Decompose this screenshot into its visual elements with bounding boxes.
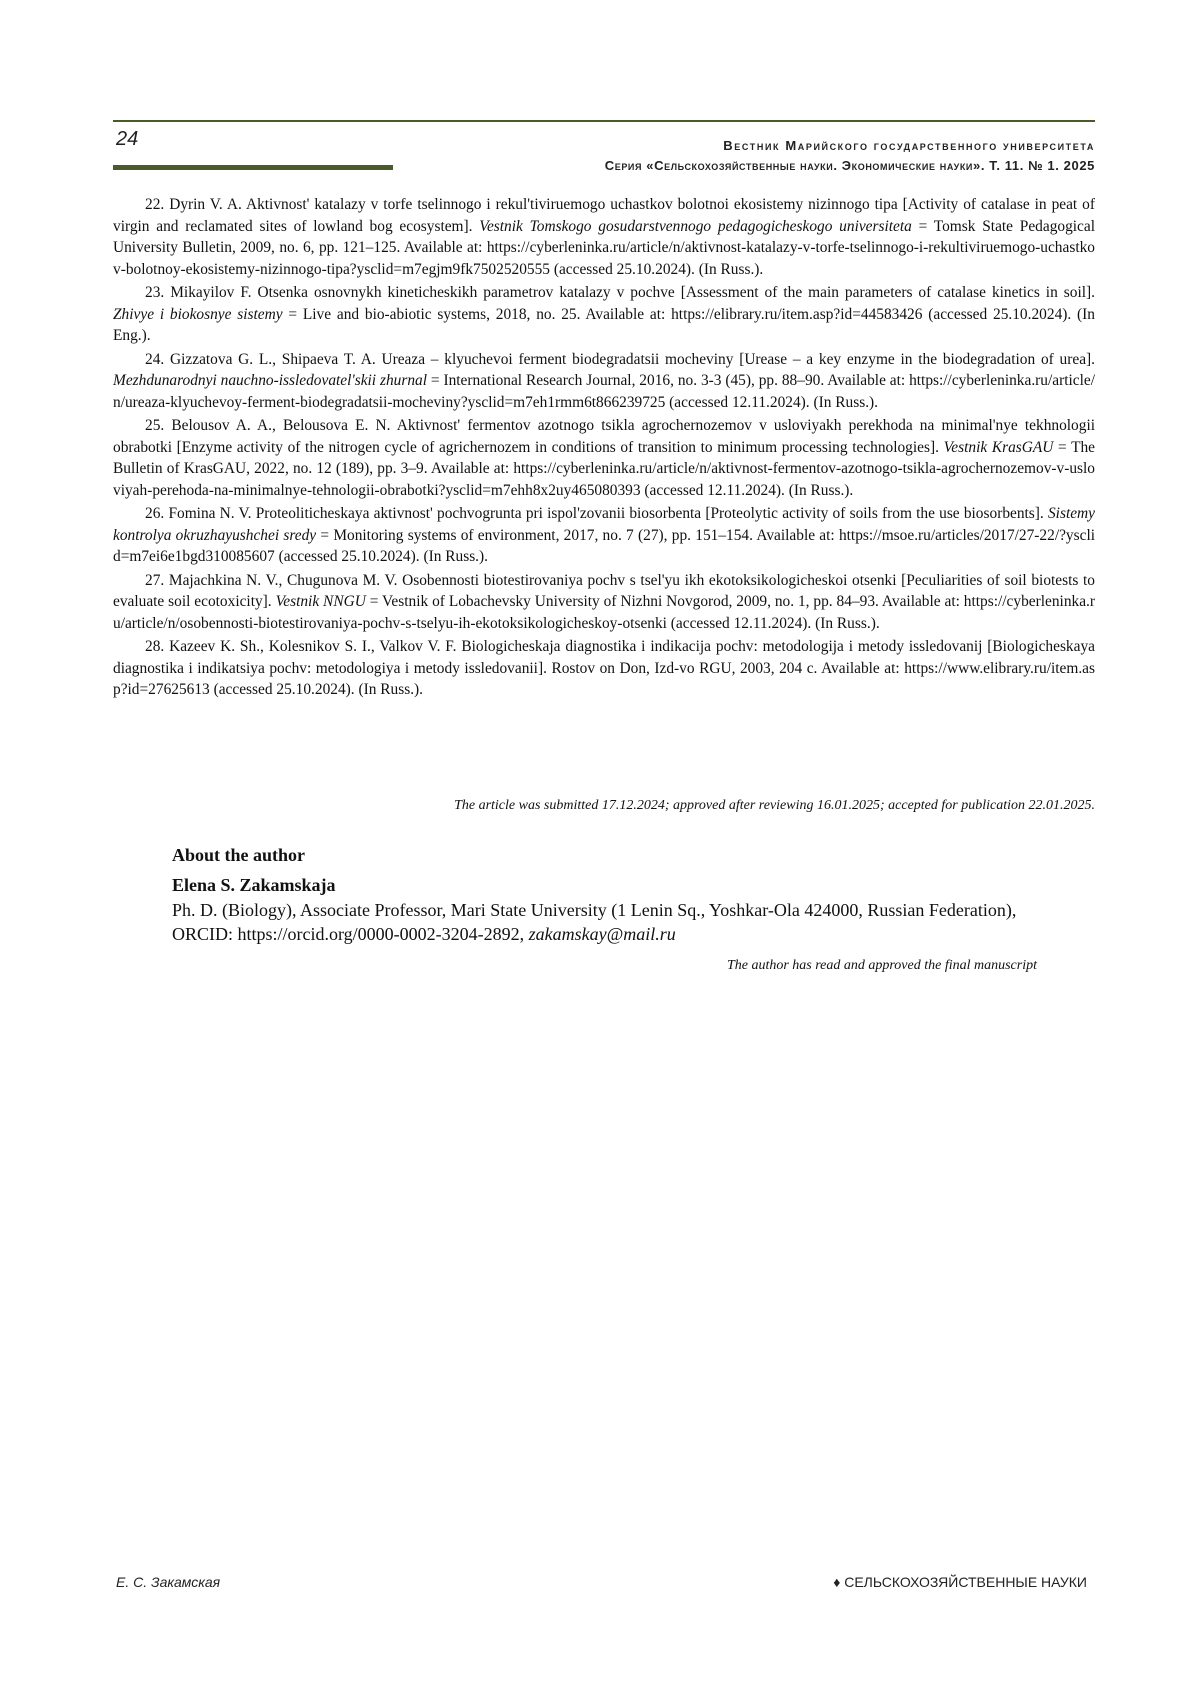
- reference-text: = Live and bio-abiotic systems, 2018, no. 25. Available at:: [282, 305, 672, 323]
- reference-text: 24. Gizzatova G. L., Shipaeva T. A. Ureaza – klyuchevoi ferment biodegradatsii mocheviny [Urease – a key enzyme in the biodegradation of urea].: [145, 350, 1095, 368]
- reference-text: (accessed 25.10.2024). (In Eng.).: [113, 305, 1095, 344]
- reference-journal: Vestnik NNGU: [275, 593, 366, 610]
- series-title: Серия «Сельскохозяйственные науки. Экономические науки». Т. 11. № 1. 2025: [604, 158, 1095, 173]
- reference-journal: Sistemy kontrolya okruzhayushchei sredy: [113, 505, 1095, 544]
- reference-journal: Vestnik Tomskogo gosudarstvennogo pedagogicheskogo universiteta: [479, 217, 912, 235]
- reference-item: [113, 282, 1095, 347]
- reference-text: (accessed 12.11.2024). (In Russ.).: [665, 393, 879, 411]
- submission-note: The article was submitted 17.12.2024; approved after reviewing 16.01.2025; accepted for publication 22.01.2025.: [454, 798, 1095, 813]
- reference-journal: Vestnik KrasGAU: [943, 438, 1054, 456]
- reference-text: 26. Fomina N. V. Proteoliticheskaya aktivnost' pochvogrunta pri ispol'zovanii biosorbenta [Proteolytic activity of soils from the use biosorbents].: [145, 505, 1048, 522]
- reference-item: [113, 415, 1095, 501]
- reference-text: = Tomsk State Pedagogical University Bulletin, 2009, no. 6, pp. 121–125. Available at:: [113, 217, 1095, 256]
- reference-list: [113, 194, 1095, 703]
- reference-text: (accessed 12.11.2024). (In Russ.).: [666, 614, 880, 632]
- footer-author: Е. С. Закамская: [116, 1574, 221, 1590]
- page-number: 24: [116, 128, 139, 150]
- about-author: [172, 845, 1042, 946]
- reference-url[interactable]: https://msoe.ru/articles/2017/27-22/?ysclid=m7ei6e1bgd310085607: [113, 526, 1095, 565]
- reference-url[interactable]: https://cyberleninka.ru/article/n/ureaza-klyuchevoy-ferment-biodegradatsii-mocheviny?ysclid=m7eh1rmm6t866239725: [113, 372, 1095, 411]
- reference-text: 28. Kazeev K. Sh., Kolesnikov S. I., Valkov V. F. Biologicheskaja diagnostika i indikacija pochv: metodologija i metody issledovanij [Biologicheskaya diagnostika i indikatsiya pochv: metodologiya i metody issledovanii]. Rostov on Don, Izd-vo RGU, 2003, 204 c. Available at:: [113, 638, 1095, 677]
- reference-text: 27. Majachkina N. V., Chugunova M. V. Osobennosti biotestirovaniya pochv s tsel'yu ikh ekotoksikologicheskoi otsenki [Peculiarities of soil biotests to evaluate soil ecotoxicity].: [113, 571, 1095, 610]
- reference-item: [113, 503, 1095, 568]
- reference-url[interactable]: https://cyberleninka.ru/article/n/aktivnost-fermentov-azotnogo-tsikla-agrochernozemov-v-usloviyah-perehoda-na-minimalnye-tehnologii-obrabotki?ysclid=m7ehh8x2uy465080393: [113, 460, 1095, 499]
- header-green-bar: [113, 165, 393, 170]
- reference-text: (accessed 12.11.2024). (In Russ.).: [640, 481, 854, 499]
- header-rule: [113, 120, 1095, 122]
- reference-text: = Monitoring systems of environment, 2017, no. 7 (27), pp. 151–154. Available at:: [316, 526, 839, 544]
- journal-title: Вестник Марийского государственного университета: [723, 138, 1095, 153]
- author-info: [172, 898, 1042, 946]
- reference-text: (accessed 25.10.2024). (In Russ.).: [209, 681, 424, 698]
- reference-journal: Zhivye i biokosnye sistemy: [113, 305, 283, 323]
- reference-item: [113, 570, 1095, 635]
- author-email[interactable]: zakamskay@mail.ru: [528, 924, 676, 944]
- reference-text: (accessed 25.10.2024). (In Russ.).: [550, 260, 764, 278]
- reference-item: [113, 194, 1095, 280]
- approval-note: The author has read and approved the final manuscript: [726, 958, 1037, 973]
- reference-text: = Vestnik of Lobachevsky University of Nizhni Novgorod, 2009, no. 1, pp. 84–93. Available at:: [365, 593, 964, 610]
- reference-url[interactable]: https://www.elibrary.ru/item.asp?id=27625613: [113, 659, 1095, 698]
- reference-url[interactable]: https://cyberleninka.ru/article/n/aktivnost-katalazy-v-torfe-tselinnogo-i-rekultiviruemogo-uchastkov-bolotnoy-ekosistemy-nizinnogo-tipa?ysclid=m7egjm9fk7502520555: [113, 239, 1095, 278]
- author-affiliation: Ph. D. (Biology), Associate Professor, Mari State University (1 Lenin Sq., Yoshkar-Ola 424000, Russian Federation), ORCID: https://orcid.org/0000-0002-3204-2892,: [172, 900, 1017, 944]
- reference-text: 23. Mikayilov F. Otsenka osnovnykh kineticheskikh parametrov katalazy v pochve [Assessment of the main parameters of catalase kinetics in soil].: [145, 284, 1095, 301]
- reference-text: (accessed 25.10.2024). (In Russ.).: [274, 548, 489, 565]
- reference-url[interactable]: https://cyberleninka.ru/article/n/osobennosti-biotestirovaniya-pochv-s-tselyu-ih-ekotoksikologicheskoy-otsenki: [113, 593, 1096, 632]
- reference-item: [113, 636, 1095, 701]
- reference-text: = The Bulletin of KrasGAU, 2022, no. 12 (189), pp. 3–9. Available at:: [113, 438, 1096, 477]
- reference-text: 22. Dyrin V. A. Aktivnost' katalazy v torfe tselinnogo i rekul'tiviruemogo uchastkov bolotnoi ekosistemy nizinnogo tipa [Activity of catalase in peat of virgin and reclamated sites of lowland bog ecosystem].: [113, 196, 1095, 235]
- reference-journal: Mezhdunarodnyi nauchno-issledovatel'skii zhurnal: [113, 372, 427, 389]
- author-name: Elena S. Zakamskaja: [172, 875, 336, 895]
- about-heading: About the author: [172, 845, 306, 865]
- reference-item: [113, 349, 1095, 414]
- reference-text: 25. Belousov A. A., Belousova E. N. Aktivnost' fermentov azotnogo tsikla agrochernozemov v usloviyakh perekhoda na minimal'nye tekhnologii obrabotki [Enzyme activity of the nitrogen cycle of agrichernozem in conditions of transition to minimum processing technologies].: [113, 417, 1095, 456]
- reference-url[interactable]: https://elibrary.ru/item.asp?id=44583426: [671, 305, 923, 323]
- reference-text: = International Research Journal, 2016, no. 3-3 (45), pp. 88–90. Available at:: [427, 372, 910, 389]
- footer-section: ♦ СЕЛЬСКОХОЗЯЙСТВЕННЫЕ НАУКИ: [833, 1574, 1087, 1590]
